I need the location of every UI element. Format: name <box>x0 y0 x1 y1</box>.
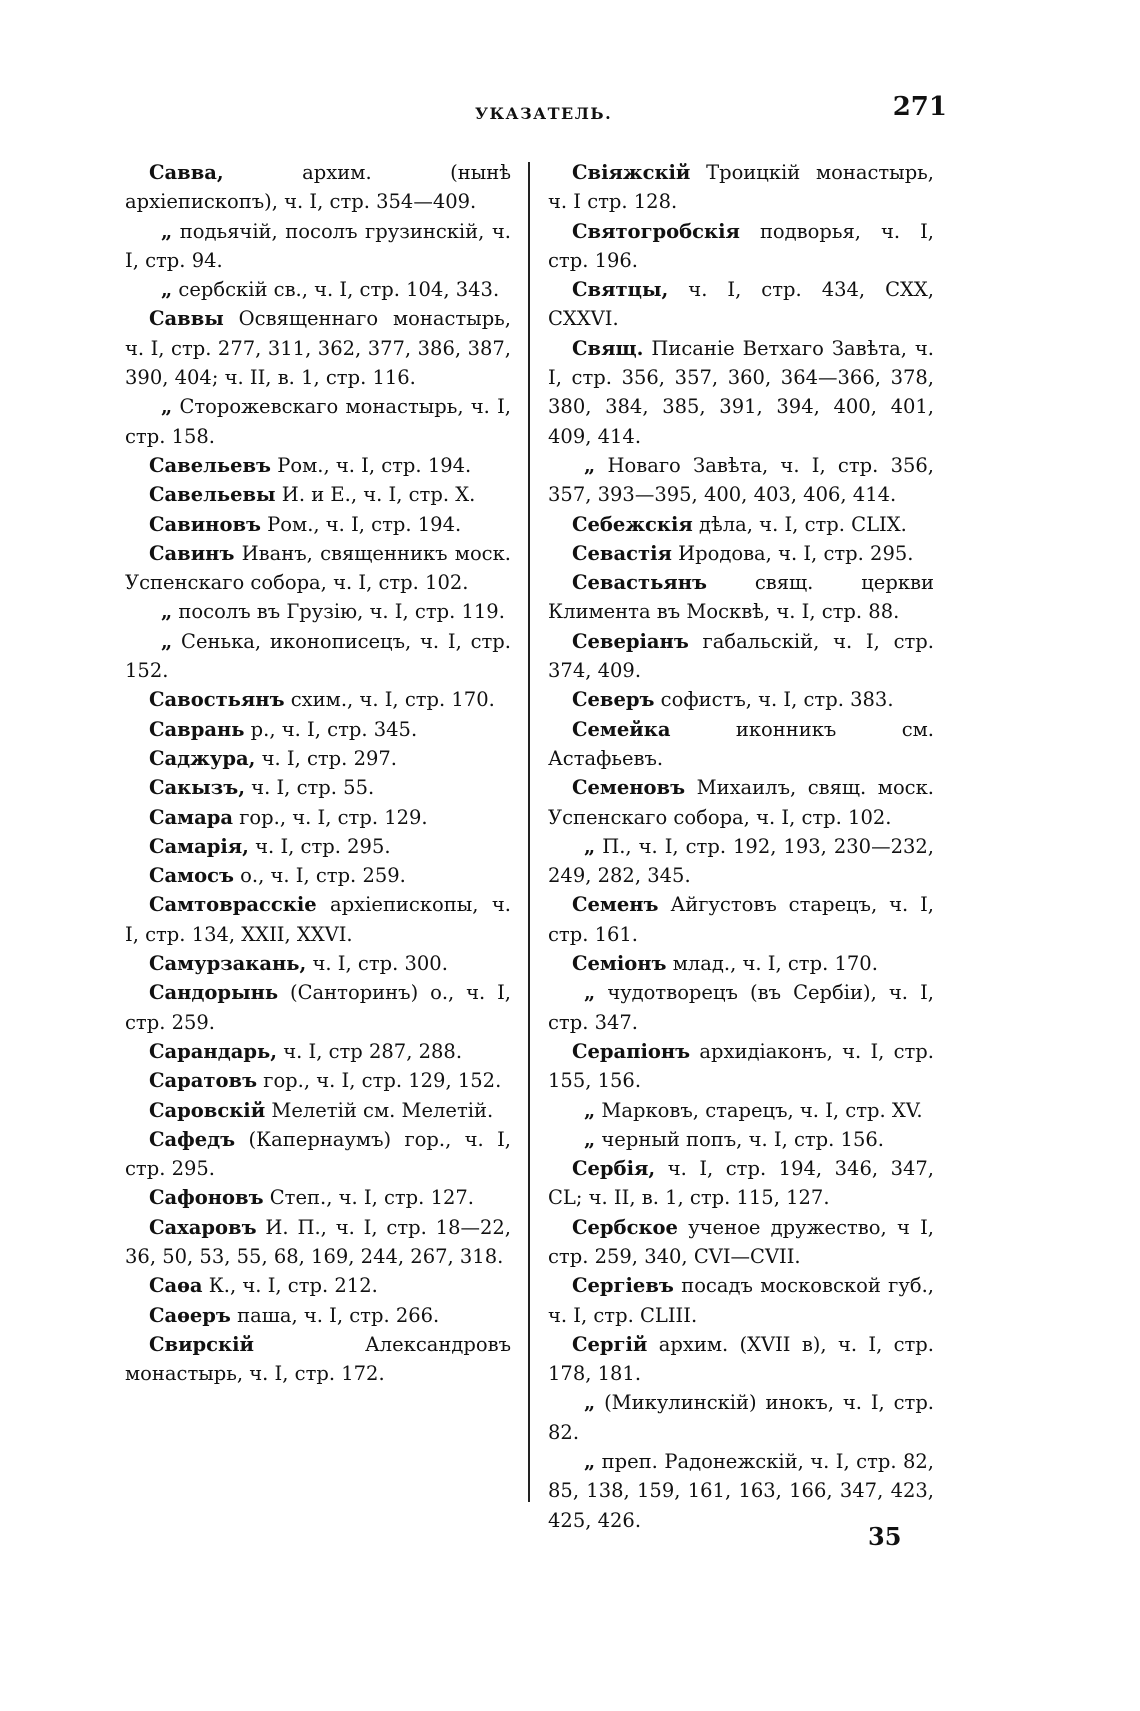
entry-headword: Свіяжскій <box>572 161 691 184</box>
entry-headword: Савва, <box>149 161 224 184</box>
entry-headword: Серапіонъ <box>572 1039 691 1063</box>
entry-headword: „ <box>584 1391 596 1415</box>
entry-text: ч. І, стр. 297. <box>255 746 397 770</box>
index-entry <box>125 1213 511 1272</box>
entry-headword: Савинъ <box>149 541 235 565</box>
entry-text: свящ. церкви Климента въ Москвѣ, ч. І, стр. 88. <box>548 571 934 624</box>
signature-mark: 35 <box>868 1522 902 1551</box>
entry-headword: Самурзакань, <box>149 952 307 976</box>
entry-text: Иванъ, священникъ моск. Успенскаго собора, ч. І, стр. 102. <box>125 541 511 595</box>
index-entry <box>548 451 934 510</box>
entry-text: К., ч. І, стр. 212. <box>202 1274 378 1298</box>
index-entry <box>125 539 511 598</box>
entry-text: ученое дружество, ч І, стр. 259, 340, CVI—CVII. <box>548 1215 934 1268</box>
index-entry <box>125 890 511 949</box>
entry-headword: Савостьянъ <box>149 688 285 712</box>
index-entry <box>548 715 934 774</box>
index-entry <box>548 568 934 627</box>
entry-headword: Севастія <box>572 541 672 565</box>
entry-headword: „ <box>161 219 173 243</box>
index-entry <box>125 627 511 686</box>
index-entry <box>125 158 511 217</box>
index-entry <box>548 334 934 451</box>
index-entry <box>548 978 934 1037</box>
entry-text: р., ч. І, стр. 345. <box>244 717 418 741</box>
index-entry <box>548 1213 934 1272</box>
index-entry <box>125 1271 511 1300</box>
entry-text: посолъ въ Грузію, ч. І, стр. 119. <box>172 600 505 624</box>
entry-headword: Свирскій <box>149 1332 254 1356</box>
page-header <box>125 92 947 132</box>
entry-text: И. и Е., ч. І, стр. X. <box>275 483 476 507</box>
entry-headword: Сахаровъ <box>149 1215 257 1239</box>
entry-headword: Севастьянъ <box>572 571 707 595</box>
entry-headword: Саджура, <box>149 746 256 770</box>
index-entry <box>125 597 511 626</box>
index-entry <box>548 627 934 686</box>
entry-headword: Савельевъ <box>149 453 272 477</box>
entry-text: млад., ч. І, стр. 170. <box>666 952 878 976</box>
index-entry <box>125 715 511 744</box>
entry-headword: „ <box>161 278 173 302</box>
entry-headword: Самтоврасскіе <box>149 893 317 917</box>
entry-text: ч. І, стр. 194, 346, 347, CL; ч. ІІ, в. 1, стр. 115, 127. <box>548 1157 934 1210</box>
entry-text: Михаилъ, свящ. моск. Успенскаго собора, ч. І, стр. 102. <box>548 776 934 829</box>
entry-headword: Саровскій <box>149 1098 266 1122</box>
entry-text: Марковъ, старецъ, ч. І, стр. XV. <box>595 1098 923 1122</box>
entry-headword: Самара <box>149 805 233 829</box>
index-entry <box>125 685 511 714</box>
index-entry <box>125 304 511 392</box>
index-entry <box>548 1388 934 1447</box>
entry-text: посадъ московской губ., ч. І, стр. CLIII. <box>548 1274 934 1327</box>
entry-text: Ром., ч. І, стр. 194. <box>260 512 462 536</box>
index-entry <box>548 949 934 978</box>
entry-headword: Савельевы <box>149 483 276 507</box>
index-entry <box>125 744 511 773</box>
entry-text: Сенька, иконописецъ, ч. І, стр. 152. <box>125 629 511 683</box>
entry-text: Освященнаго монастырь, ч. І, стр. 277, 311, 362, 377, 386, 387, 390, 404; ч. ІІ, в. 1, стр. 116. <box>125 307 511 390</box>
index-entry <box>125 392 511 451</box>
entry-text: габальскій, ч. І, стр. 374, 409. <box>548 629 934 683</box>
entry-headword: „ <box>161 629 173 653</box>
entry-text: Сторожевскаго монастырь, ч. І, стр. 158. <box>125 395 511 448</box>
entry-text: (Микулинскій) инокъ, ч. І, стр. 82. <box>548 1391 934 1444</box>
index-entry <box>125 1125 511 1184</box>
right-column <box>548 158 934 1535</box>
entry-headword: Семейка <box>572 717 671 741</box>
entry-headword: „ <box>584 981 596 1005</box>
index-entry <box>125 1301 511 1330</box>
index-entry <box>125 803 511 832</box>
entry-headword: „ <box>161 600 173 624</box>
entry-headword: Сергіевъ <box>572 1274 674 1298</box>
entry-headword: Сафедъ <box>149 1127 236 1151</box>
entry-headword: Сербія, <box>572 1157 656 1181</box>
index-entry <box>548 275 934 334</box>
entry-headword: Сафоновъ <box>149 1186 264 1210</box>
index-entry <box>125 451 511 480</box>
entry-headword: Саввы <box>149 307 224 331</box>
running-head: УКАЗАТЕЛЬ. <box>475 104 613 123</box>
entry-text: ч. І, стр 287, 288. <box>277 1039 463 1063</box>
index-entry <box>125 978 511 1037</box>
index-entry <box>125 773 511 802</box>
index-entry <box>125 1096 511 1125</box>
entry-headword: Северіанъ <box>572 629 689 653</box>
entry-text: подворья, ч. І, стр. 196. <box>548 219 934 272</box>
entry-headword: Самосъ <box>149 864 234 888</box>
entry-headword: „ <box>584 453 596 477</box>
index-entry <box>548 1330 934 1389</box>
entry-text: гор., ч. І, стр. 129, 152. <box>257 1069 502 1093</box>
entry-text: архидіаконъ, ч. І, стр. 155, 156. <box>548 1039 934 1093</box>
entry-text: ч. І, стр. 295. <box>248 834 391 858</box>
index-entry <box>125 217 511 276</box>
index-entry <box>548 1154 934 1213</box>
index-entry <box>548 510 934 539</box>
index-entry <box>548 539 934 568</box>
entry-text: чудотворецъ (въ Сербіи), ч. І, стр. 347. <box>548 981 934 1034</box>
entry-text: Иродова, ч. І, стр. 295. <box>671 541 914 565</box>
entry-headword: Сербское <box>572 1215 678 1239</box>
entry-headword: „ <box>161 395 173 419</box>
index-entry <box>125 1330 511 1389</box>
entry-text: ч. І, стр. 300. <box>306 952 448 976</box>
entry-text: подьячій, посолъ грузинскій, ч. І, стр. 94. <box>125 219 511 272</box>
entry-headword: Савиновъ <box>149 512 261 536</box>
entry-headword: Семеновъ <box>572 776 686 800</box>
entry-headword: Северъ <box>572 688 655 712</box>
entry-text: Айгустовъ старецъ, ч. І, стр. 161. <box>548 893 934 946</box>
entry-text: Писаніе Ветхаго Завѣта, ч. І, стр. 356, 357, 360, 364—366, 378, 380, 384, 385, 391, 394, 400, 401, 409, 414. <box>548 336 934 448</box>
index-entry <box>548 1096 934 1125</box>
index-entry <box>125 510 511 539</box>
index-entry <box>548 1037 934 1096</box>
index-entry <box>125 1037 511 1066</box>
index-entry <box>548 890 934 949</box>
entry-text: (Капернаумъ) гор., ч. І, стр. 295. <box>125 1127 511 1181</box>
column-divider <box>528 162 530 1502</box>
index-entry <box>548 685 934 714</box>
entry-text: гор., ч. І, стр. 129. <box>233 805 428 829</box>
entry-text: Ром., ч. І, стр. 194. <box>271 453 472 477</box>
entry-text: о., ч. І, стр. 259. <box>233 864 406 888</box>
entry-headword: Сарандарь, <box>149 1039 277 1063</box>
entry-headword: Саратовъ <box>149 1069 258 1093</box>
entry-headword: Сакызъ, <box>149 776 245 800</box>
entry-headword: Саврань <box>149 717 245 741</box>
entry-text: (Санторинъ) о., ч. І, стр. 259. <box>125 981 511 1034</box>
entry-text: черный попъ, ч. І, стр. 156. <box>595 1127 884 1151</box>
entry-headword: Себежскія <box>572 512 693 536</box>
entry-text: преп. Радонежскій, ч. І, стр. 82, 85, 138, 159, 161, 163, 166, 347, 423, 425, 426. <box>548 1450 934 1532</box>
left-column <box>125 158 511 1388</box>
entry-text: архим. (нынѣ архіепископъ), ч. І, стр. 354—409. <box>125 161 511 214</box>
index-entry <box>548 832 934 891</box>
index-entry <box>125 832 511 861</box>
entry-text: архіепископы, ч. І, стр. 134, XXII, XXVI. <box>125 893 511 946</box>
entry-headword: Семенъ <box>572 893 659 917</box>
index-entry <box>125 861 511 890</box>
entry-text: Троицкій монастырь, ч. І стр. 128. <box>548 161 934 214</box>
entry-text: схим., ч. І, стр. 170. <box>284 688 495 712</box>
entry-headword: Сергій <box>572 1332 648 1356</box>
entry-text: Степ., ч. І, стр. 127. <box>263 1186 474 1210</box>
entry-text: ч. І, стр. 434, CXX, CXXVI. <box>548 278 934 331</box>
entry-text: сербскій св., ч. І, стр. 104, 343. <box>172 278 500 302</box>
entry-text: дѣла, ч. І, стр. CLIX. <box>692 512 907 536</box>
entry-text: паша, ч. І, стр. 266. <box>230 1303 440 1327</box>
entry-headword: Самарія, <box>149 834 249 858</box>
index-entry <box>548 1125 934 1154</box>
index-entry <box>125 1183 511 1212</box>
entry-text: иконникъ см. Астафьевъ. <box>548 717 934 770</box>
entry-text: архим. (XVII в), ч. І, стр. 178, 181. <box>548 1332 934 1386</box>
page-number: 271 <box>892 92 947 122</box>
entry-text: Мелетій см. Мелетій. <box>265 1098 494 1122</box>
entry-headword: Сандорынь <box>149 981 279 1005</box>
entry-text: Александровъ монастырь, ч. І, стр. 172. <box>125 1332 511 1386</box>
entry-headword: „ <box>584 834 596 858</box>
index-entry <box>125 1066 511 1095</box>
entry-headword: „ <box>584 1127 596 1151</box>
index-entry <box>125 480 511 509</box>
index-entry <box>125 949 511 978</box>
entry-headword: Семіонъ <box>572 952 667 976</box>
entry-headword: Святцы, <box>572 278 669 302</box>
index-entry <box>548 158 934 217</box>
index-entry <box>548 1271 934 1330</box>
entry-text: И. П., ч. І, стр. 18—22, 36, 50, 53, 55, 68, 169, 244, 267, 318. <box>125 1215 511 1268</box>
index-entry <box>548 773 934 832</box>
entry-headword: „ <box>584 1098 596 1122</box>
entry-headword: Саѳеръ <box>149 1303 231 1327</box>
entry-headword: Свящ. <box>572 336 644 360</box>
entry-text: ч. І, стр. 55. <box>244 776 375 800</box>
entry-headword: Святогробскія <box>572 219 740 243</box>
index-entry <box>125 275 511 304</box>
entry-text: софистъ, ч. І, стр. 383. <box>654 688 894 712</box>
index-entry <box>548 217 934 276</box>
entry-headword: Саѳа <box>149 1274 203 1298</box>
entry-text: Новаго Завѣта, ч. І, стр. 356, 357, 393—395, 400, 403, 406, 414. <box>548 453 934 507</box>
entry-text: П., ч. І, стр. 192, 193, 230—232, 249, 282, 345. <box>548 834 934 888</box>
entry-headword: „ <box>584 1450 596 1474</box>
